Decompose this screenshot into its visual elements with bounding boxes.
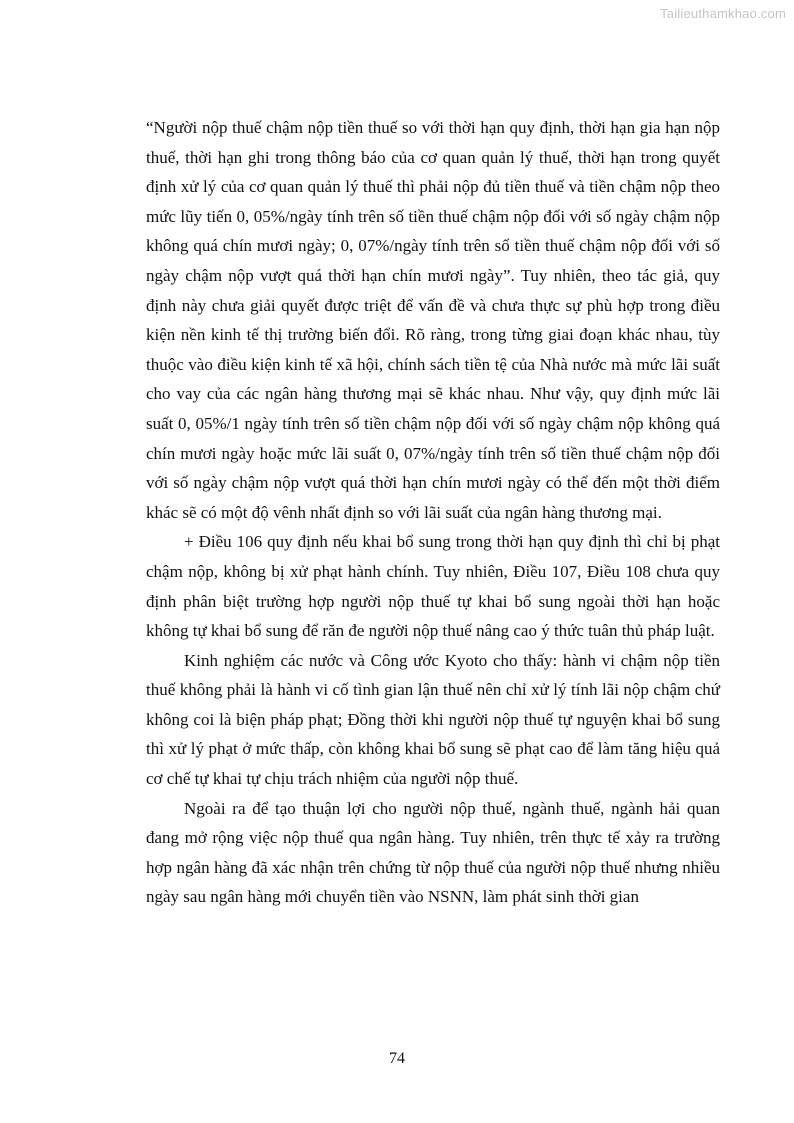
paragraph-kyoto-experience: Kinh nghiệm các nước và Công ước Kyoto cho thấy: hành vi chậm nộp tiền thuế không phải là hành vi cố tình gian lận thuế nên chỉ xử lý tính lãi nộp chậm chứ không coi là biện pháp phạt; Đồng thời khi người nộp thuế tự nguyện khai bổ sung thì xử lý phạt ở mức thấp, còn không khai bổ sung sẽ phạt cao để làm tăng hiệu quả cơ chế tự khai tự chịu trách nhiệm của người nộp thuế. <box>146 650 720 789</box>
paragraph-article-106: + Điều 106 quy định nếu khai bổ sung trong thời hạn quy định thì chỉ bị phạt chậm nộp, không bị xử phạt hành chính. Tuy nhiên, Điều 107, Điều 108 chưa quy định phân biệt trường hợp người nộp thuế tự khai bổ sung ngoài thời hạn hoặc không tự khai bổ sung để răn đe người nộp thuế nâng cao ý thức tuân thủ pháp luật. <box>146 532 720 641</box>
paragraph-quote: “Người nộp thuế chậm nộp tiền thuế so với thời hạn quy định, thời hạn gia hạn nộp thuế, thời hạn ghi trong thông báo của cơ quan quản lý thuế, thời hạn trong quyết định xử lý của cơ quan quản lý thuế thì phải nộp đủ tiền thuế và tiền chậm nộp theo mức lũy tiến 0, 05%/ngày tính trên số tiền thuế chậm nộp đối với số ngày chậm nộp không quá chín mươi ngày; 0, 07%/ngày tính trên số tiền thuế chậm nộp đối với số ngày chậm nộp vượt quá thời hạn chín mươi ngày”. Tuy nhiên, theo tác giả, quy định này chưa giải quyết được triệt để vấn đề và chưa thực sự phù hợp trong điều kiện nền kinh tế thị trường biến đổi. Rõ ràng, trong từng giai đoạn khác nhau, tùy thuộc vào điều kiện kinh tế xã hội, chính sách tiền tệ của Nhà nước mà mức lãi suất cho vay của các ngân hàng thương mại sẽ khác nhau. Như vậy, quy định mức lãi suất 0, 05%/1 ngày tính trên số tiền chậm nộp đối với số ngày chậm nộp không quá chín mươi ngày hoặc mức lãi suất 0, 07%/ngày tính trên số tiền thuế chậm nộp đối với số ngày chậm nộp vượt quá thời hạn chín mươi ngày có thể đến một thời điểm khác sẽ có một độ vênh nhất định so với lãi suất của ngân hàng thương mại. <box>146 118 720 522</box>
page-number: 74 <box>389 1050 405 1067</box>
document-body <box>146 113 720 912</box>
watermark-text: Tailieuthamkhao.com <box>660 6 786 21</box>
paragraph-bank-payment: Ngoài ra để tạo thuận lợi cho người nộp thuế, ngành thuế, ngành hải quan đang mở rộng việc nộp thuế qua ngân hàng. Tuy nhiên, trên thực tế xảy ra trường hợp ngân hàng đã xác nhận trên chứng từ nộp thuế của người nộp thuế nhưng nhiều ngày sau ngân hàng mới chuyển tiền vào NSNN, làm phát sinh thời gian <box>146 798 720 907</box>
